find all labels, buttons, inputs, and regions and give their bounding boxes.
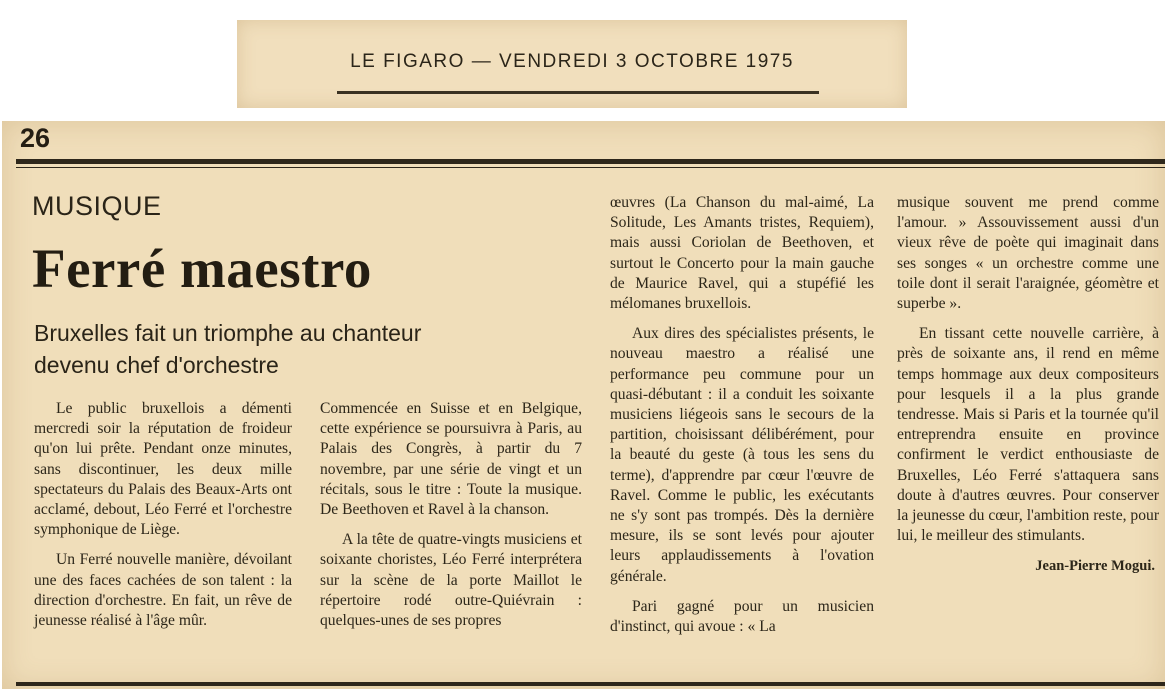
subtitle <box>34 317 594 381</box>
paragraph: Aux dires des spécialistes présents, le nouveau maestro a réalisé une performance peu commune pour un quasi-débutant : il a conduit les soixante musiciens liégeois sans le secours de la partition, choisissant délibérément, pour la beauté du geste (à tous les sens du terme), d'apprendre par cœur l'œuvre de Ravel. Comme le public, les exécutants ne s'y sont pas trompés. Dès la dernière mesure, ils se sont levés pour ajouter leurs applaudissements à l'ovation générale. <box>610 325 874 585</box>
article-column-3 <box>610 193 874 637</box>
paragraph: En tissant cette nouvelle carrière, à près de soixante ans, il rend en même temps hommage aux deux compositeurs pour lesquels il a la plus grande tendresse. Mais si Paris et la tournée qu'il entreprendra ensuite en province confirment le verdict enthousiaste de Bruxelles, Léo Ferré s'attaquera sans doute à d'autres œuvres. Pour conserver la jeunesse du cœur, l'ambition reste, pour lui, le meilleur des stimulants. <box>897 325 1160 545</box>
subtitle-line-2: devenu chef d'orchestre <box>34 352 279 378</box>
masthead-rule <box>337 91 819 94</box>
top-rule-thin <box>16 167 1165 168</box>
section-label: MUSIQUE <box>32 191 162 221</box>
paragraph: musique souvent me prend comme l'amour. » Assouvissement aussi d'un vieux rêve de poète qui imaginait dans ses songes « un orchestre comme une toile dont il serait l'araignée, géomètre et superbe ». <box>897 194 1159 313</box>
paragraph: Pari gagné pour un musicien d'instinct, qui avoue : « La <box>610 597 874 636</box>
masthead-dateline: LE FIGARO — VENDREDI 3 OCTOBRE 1975 <box>350 51 794 72</box>
article-column-1 <box>34 399 292 631</box>
article-clipping <box>2 121 1165 689</box>
bottom-rule <box>16 682 1165 686</box>
paragraph: A la tête de quatre-vingts musiciens et soixante choristes, Léo Ferré interprétera sur la scène de la porte Maillot le répertoire rodé outre-Quiévrain : quelques-unes de ses propres <box>320 531 582 630</box>
paragraph: œuvres (La Chanson du mal-aimé, La Solitude, Les Amants tristes, Requiem), mais aussi Coriolan de Beethoven, et surtout le Concerto pour la main gauche de Maurice Ravel, qui a stupéfié les mélomanes bruxellois. <box>610 194 874 313</box>
paragraph: Le public bruxellois a démenti mercredi soir la réputation de froideur qu'on lui prête. Pendant onze minutes, sans discontinuer, les deux mille spectateurs du Palais des Beaux-Arts ont acclamé, debout, Léo Ferré et l'orchestre symphonique de Liège. <box>34 400 292 539</box>
subtitle-line-1: Bruxelles fait un triomphe au chanteur <box>34 320 422 346</box>
paragraph: Commencée en Suisse et en Belgique, cette expérience se poursuivra à Paris, au Palais des Congrès, à partir du 7 novembre, par une série de vingt et un récitals, sous le titre : Toute la musique. De Beethoven et Ravel à la chanson. <box>320 400 582 519</box>
page-number: 26 <box>20 123 51 153</box>
article-column-4 <box>897 193 1159 577</box>
author-signature: Jean-Pierre Mogui. <box>1035 558 1155 575</box>
paragraph: Un Ferré nouvelle manière, dévoilant une des faces cachées de son talent : la direction d'orchestre. En fait, un rêve de jeunesse réalisé à l'âge mûr. <box>34 551 292 630</box>
top-rule <box>16 159 1165 164</box>
article-column-2 <box>320 399 582 631</box>
headline: Ferré maestro <box>32 238 372 299</box>
masthead-clipping <box>237 20 907 108</box>
